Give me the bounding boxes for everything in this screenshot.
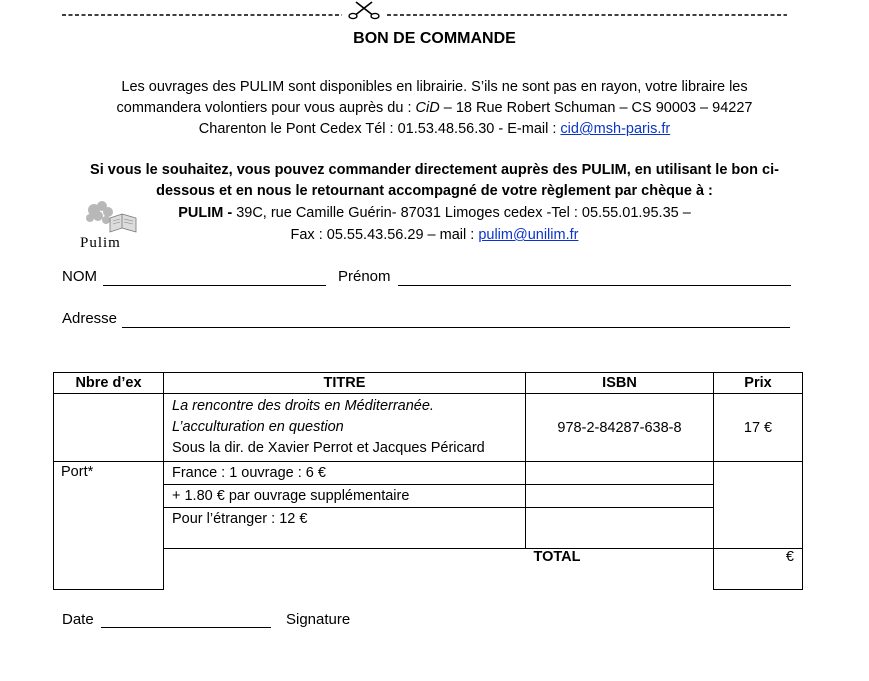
total-label: TOTAL [526,549,714,590]
shipping-price-empty-3 [714,508,803,549]
table-header-row [54,373,803,394]
shipping-france: France : 1 ouvrage : 6 € [164,462,526,485]
header-price: Prix [714,373,803,394]
nom-field[interactable] [103,285,326,286]
date-label: Date [62,611,94,628]
shipping-abroad: Pour l’étranger : 12 € [164,508,526,549]
cid-name: CiD [415,100,440,116]
scissors-icon [349,2,379,19]
signature-label: Signature [286,611,351,628]
adresse-label: Adresse [62,310,118,327]
shipping-price-empty-1 [714,462,803,485]
shipping-row-2 [54,485,803,508]
shipping-price-empty-2 [714,485,803,508]
order-table [53,372,803,590]
shipping-row-3 [54,508,803,549]
book-title-cell [164,394,526,462]
pulim-address-line [60,205,809,221]
shipping-isbn-empty-1 [526,462,714,485]
book-row [54,394,803,462]
header-isbn: ISBN [526,373,714,394]
header-title: TITRE [164,373,526,394]
logo-text: Pulim [80,235,121,251]
intro-line-1: Les ouvrages des PULIM sont disponibles en librairie. S’ils ne sont pas en rayon, votre libraire les [121,79,748,95]
shipping-row-1 [54,462,803,485]
prenom-field[interactable] [398,285,791,286]
total-blank [164,549,526,590]
port-label: Port* [61,464,94,480]
intro-line-2: commandera volontiers pour vous auprès du : CiD – 18 Rue Robert Schuman – CS 90003 – 94227 [116,100,753,116]
shipping-isbn-empty-2 [526,485,714,508]
pulim-contact-line: Fax : 05.55.43.56.29 – mail : pulim@unilim.fr [290,227,579,243]
pulim-email-link[interactable]: pulim@unilim.fr [478,227,579,243]
cut-line [62,0,787,26]
book-isbn: 978-2-84287-638-8 [526,394,714,462]
header-quantity: Nbre d’ex [54,373,164,394]
book-authors: Sous la dir. de Xavier Perrot et Jacques Péricard [172,440,485,456]
pulim-address: 39C, rue Camille Guérin- 87031 Limoges cedex -Tel : 05.55.01.95.35 – [236,205,691,221]
direct-line-2: dessous et en nous le retournant accompagné de votre règlement par chèque à : [156,183,713,199]
total-value[interactable]: € [714,549,803,590]
book-title-line-2: L’acculturation en question [172,419,344,435]
book-price: 17 € [714,394,803,462]
adresse-field[interactable] [122,327,790,328]
date-field[interactable] [101,627,271,628]
direct-line-1: Si vous le souhaitez, vous pouvez commander directement auprès des PULIM, en utilisant le bon ci- [90,162,779,178]
quantity-cell[interactable] [54,394,164,462]
shipping-extra: + 1.80 € par ouvrage supplémentaire [164,485,526,508]
prenom-label: Prénom [338,268,391,285]
total-row [54,549,803,590]
intro-line-3: Charenton le Pont Cedex Tél : 01.53.48.56.30 - E-mail : cid@msh-paris.fr [198,121,671,137]
page-title: BON DE COMMANDE [353,30,516,47]
cid-address: – 18 Rue Robert Schuman – CS 90003 – 94227 [439,100,753,116]
nom-label: NOM [62,268,97,285]
shipping-isbn-empty-3 [526,508,714,549]
port-cell [54,462,164,590]
cid-email-link[interactable]: cid@msh-paris.fr [560,121,671,137]
pulim-name: PULIM - [178,205,237,221]
book-title-line-1: La rencontre des droits en Méditerranée. [172,398,434,414]
